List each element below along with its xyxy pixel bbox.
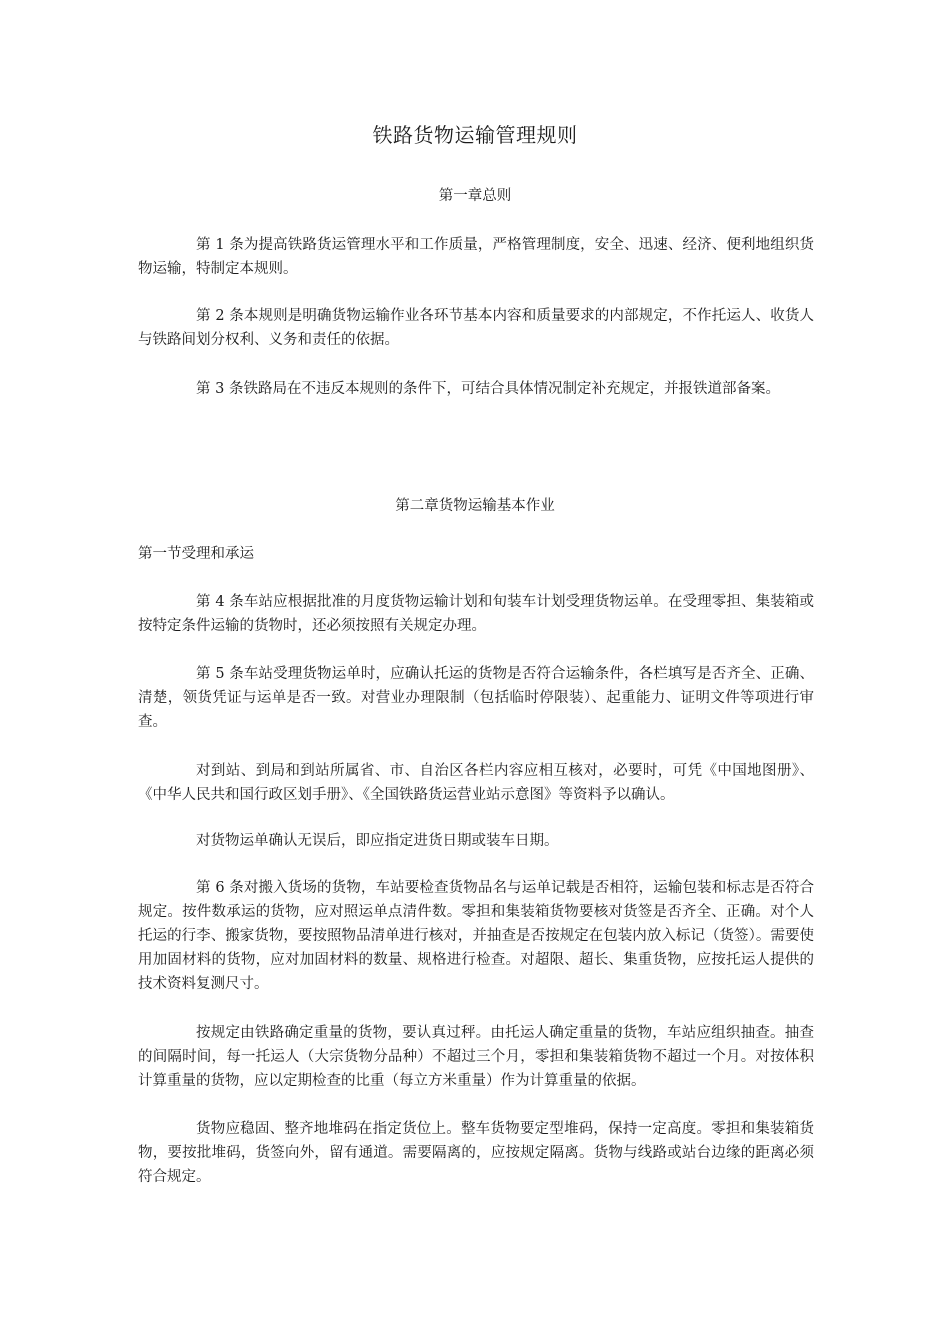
section-1-heading: 第一节受理和承运 — [138, 546, 254, 562]
article-3-paragraph: 第 3 条铁路局在不违反本规则的条件下，可结合具体情况制定补充规定，并报铁道部备案。 — [196, 381, 780, 397]
chapter-2-heading: 第二章货物运输基本作业 — [395, 498, 555, 514]
article-4-paragraph: 第 4 条车站应根据批准的月度货物运输计划和旬装车计划受理货物运单。在受理零担、集装箱或按特定条件运输的货物时，还必须按照有关规定办理。 — [138, 594, 814, 634]
document-title: 铁路货物运输管理规则 — [372, 123, 578, 147]
article-5-verification-paragraph: 对到站、到局和到站所属省、市、自治区各栏内容应相互核对，必要时，可凭《中国地图册》、《中华人民共和国行政区划手册》、《全国铁路货运营业站示意图》等资料予以确认。 — [138, 763, 814, 803]
article-5-paragraph: 第 5 条车站受理货物运单时，应确认托运的货物是否符合运输条件，各栏填写是否齐全、正确、清楚，领货凭证与运单是否一致。对营业办理限制（包括临时停限装）、起重能力、证明文件等项进行审查。 — [138, 666, 814, 730]
article-1-paragraph: 第 1 条为提高铁路货运管理水平和工作质量，严格管理制度，安全、迅速、经济、便利地组织货物运输，特制定本规则。 — [138, 237, 814, 277]
article-6-stacking-paragraph: 货物应稳固、整齐地堆码在指定货位上。整车货物要定型堆码，保持一定高度。零担和集装箱货物，要按批堆码，货签向外，留有通道。需要隔离的，应按规定隔离。货物与线路或站台边缘的距离必须符合规定。 — [138, 1121, 814, 1185]
article-6-weighing-paragraph: 按规定由铁路确定重量的货物，要认真过秤。由托运人确定重量的货物，车站应组织抽查。抽查的间隔时间，每一托运人（大宗货物分品种）不超过三个月，零担和集装箱货物不超过一个月。对按体积计算重量的货物，应以定期检查的比重（每立方米重量）作为计算重量的依据。 — [138, 1025, 814, 1089]
article-5-date-paragraph: 对货物运单确认无误后，即应指定进货日期或装车日期。 — [196, 833, 559, 849]
article-6-paragraph: 第 6 条对搬入货场的货物，车站要检查货物品名与运单记载是否相符，运输包装和标志是否符合规定。按件数承运的货物，应对照运单点清件数。零担和集装箱货物要核对货签是否齐全、正确。对个人托运的行李、搬家货物，要按照物品清单进行核对，并抽查是否按规定在包装内放入标记（货签）。需要使用加固材料的货物，应对加固材料的数量、规格进行检查。对超限、超长、集重货物，应按托运人提供的技术资料复测尺寸。 — [138, 880, 814, 992]
chapter-1-heading: 第一章总则 — [438, 188, 512, 204]
article-2-paragraph: 第 2 条本规则是明确货物运输作业各环节基本内容和质量要求的内部规定，不作托运人、收货人与铁路间划分权利、义务和责任的依据。 — [138, 308, 814, 348]
